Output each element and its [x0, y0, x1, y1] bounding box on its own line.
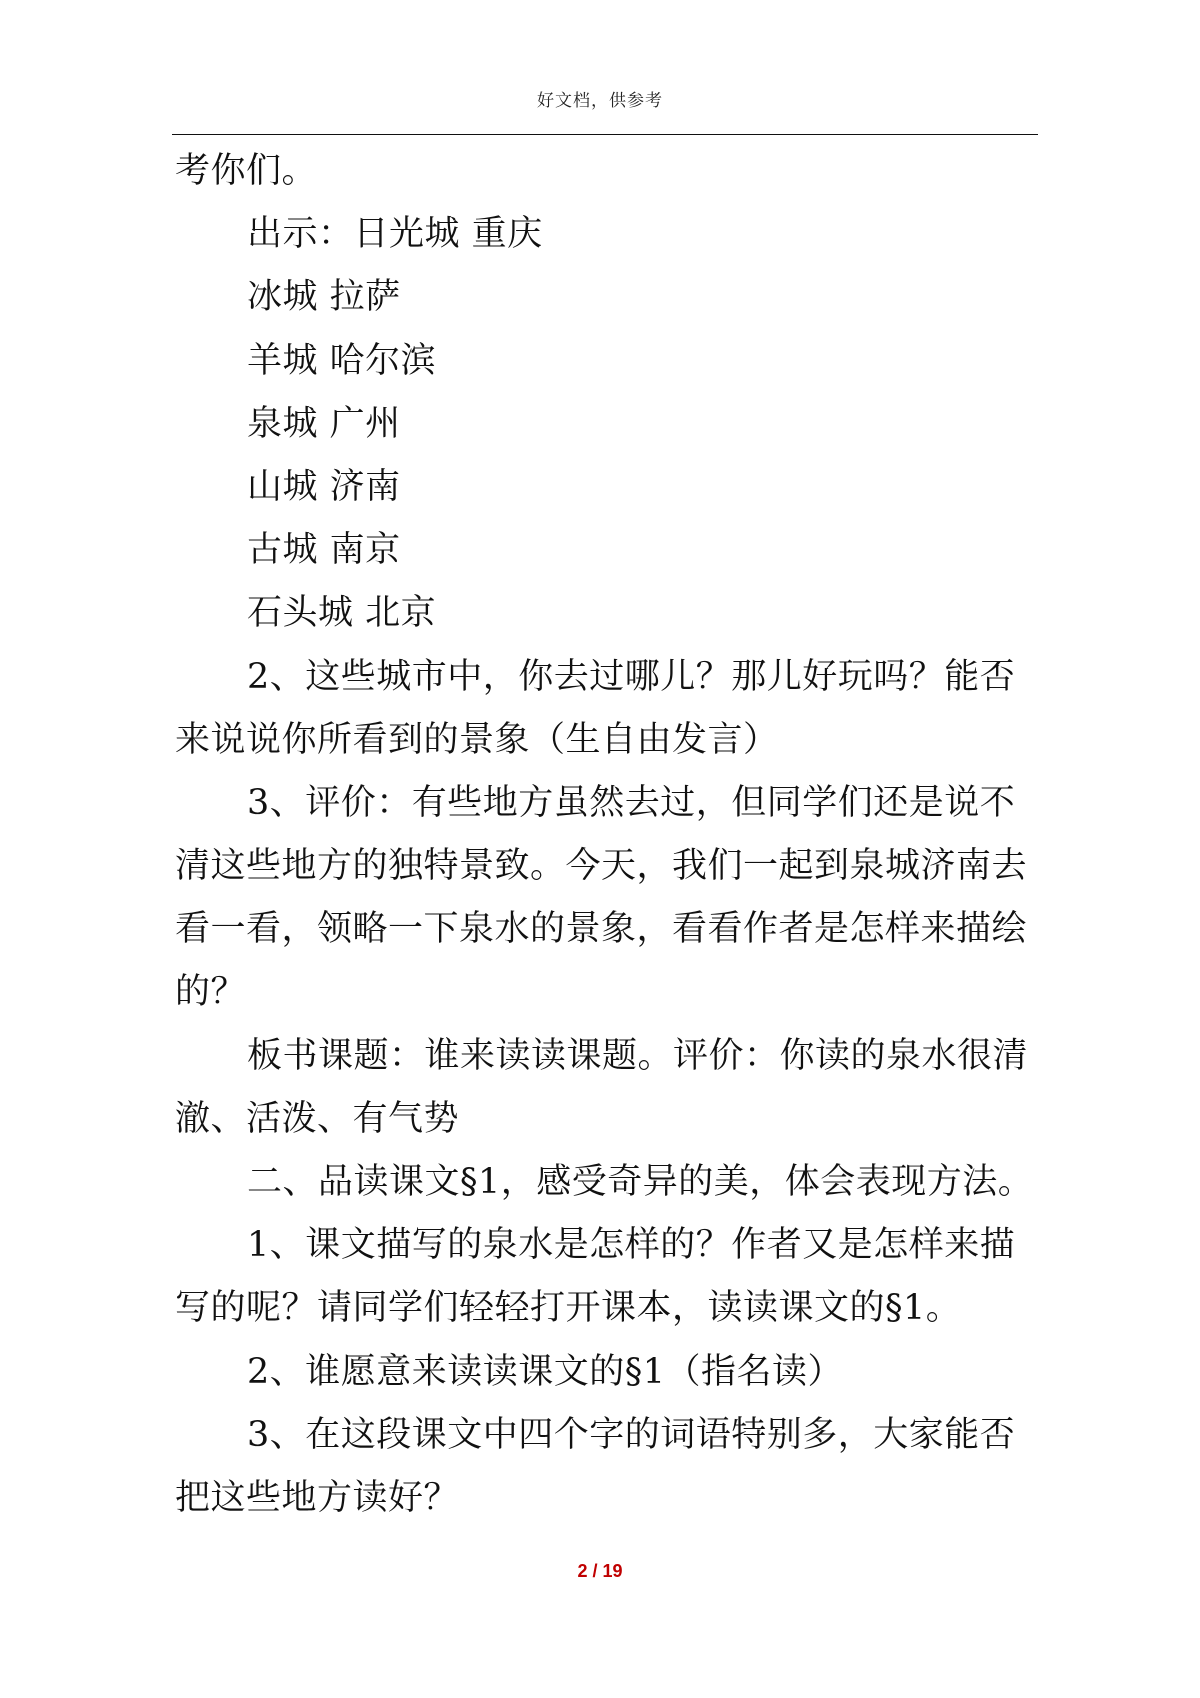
body-line: 冰城 拉萨: [247, 277, 401, 318]
body-line: 泉城 广州: [247, 403, 401, 444]
body-line: 羊城 哈尔滨: [247, 340, 437, 381]
body-line: 1、课文描写的泉水是怎样的？作者又是怎样来描: [247, 1225, 1016, 1266]
body-line: 写的呢？请同学们轻轻打开课本，读读课文的§1。: [175, 1288, 962, 1329]
body-line: 出示：日光城 重庆: [247, 214, 543, 255]
body-line: 二、品读课文§1，感受奇异的美，体会表现方法。: [247, 1162, 1034, 1202]
body-line: 的？: [175, 972, 247, 1013]
body-line: 把这些地方读好？: [175, 1477, 460, 1518]
body-line: 3、评价：有些地方虽然去过，但同学们还是说不: [247, 782, 1016, 823]
body-line: 考你们。: [175, 151, 318, 191]
document-body: [175, 140, 1035, 1530]
body-line: 来说说你所看到的景象（生自由发言）: [175, 719, 779, 760]
body-line: 石头城 北京: [247, 593, 437, 634]
body-line: 2、这些城市中，你去过哪儿？那儿好玩吗？能否: [247, 656, 1016, 697]
body-line: 看一看，领略一下泉水的景象，看看作者是怎样来描绘: [175, 909, 1028, 950]
body-line: 澈、活泼、有气势: [175, 1098, 460, 1139]
body-line: 板书课题：谁来读读课题。评价：你读的泉水很清: [247, 1035, 1029, 1076]
body-line: 2、谁愿意来读读课文的§1（指名读）: [247, 1351, 844, 1392]
body-line: 清这些地方的独特景致。今天，我们一起到泉城济南去: [175, 846, 1028, 887]
body-line: 古城 南京: [247, 530, 401, 571]
body-line: 3、在这段课文中四个字的词语特别多，大家能否: [247, 1414, 1016, 1455]
page-header: 好文档，供参考: [537, 91, 663, 111]
page-number: 2 / 19: [577, 1561, 623, 1581]
header-divider: [172, 134, 1038, 135]
body-line: 山城 济南: [247, 466, 401, 507]
